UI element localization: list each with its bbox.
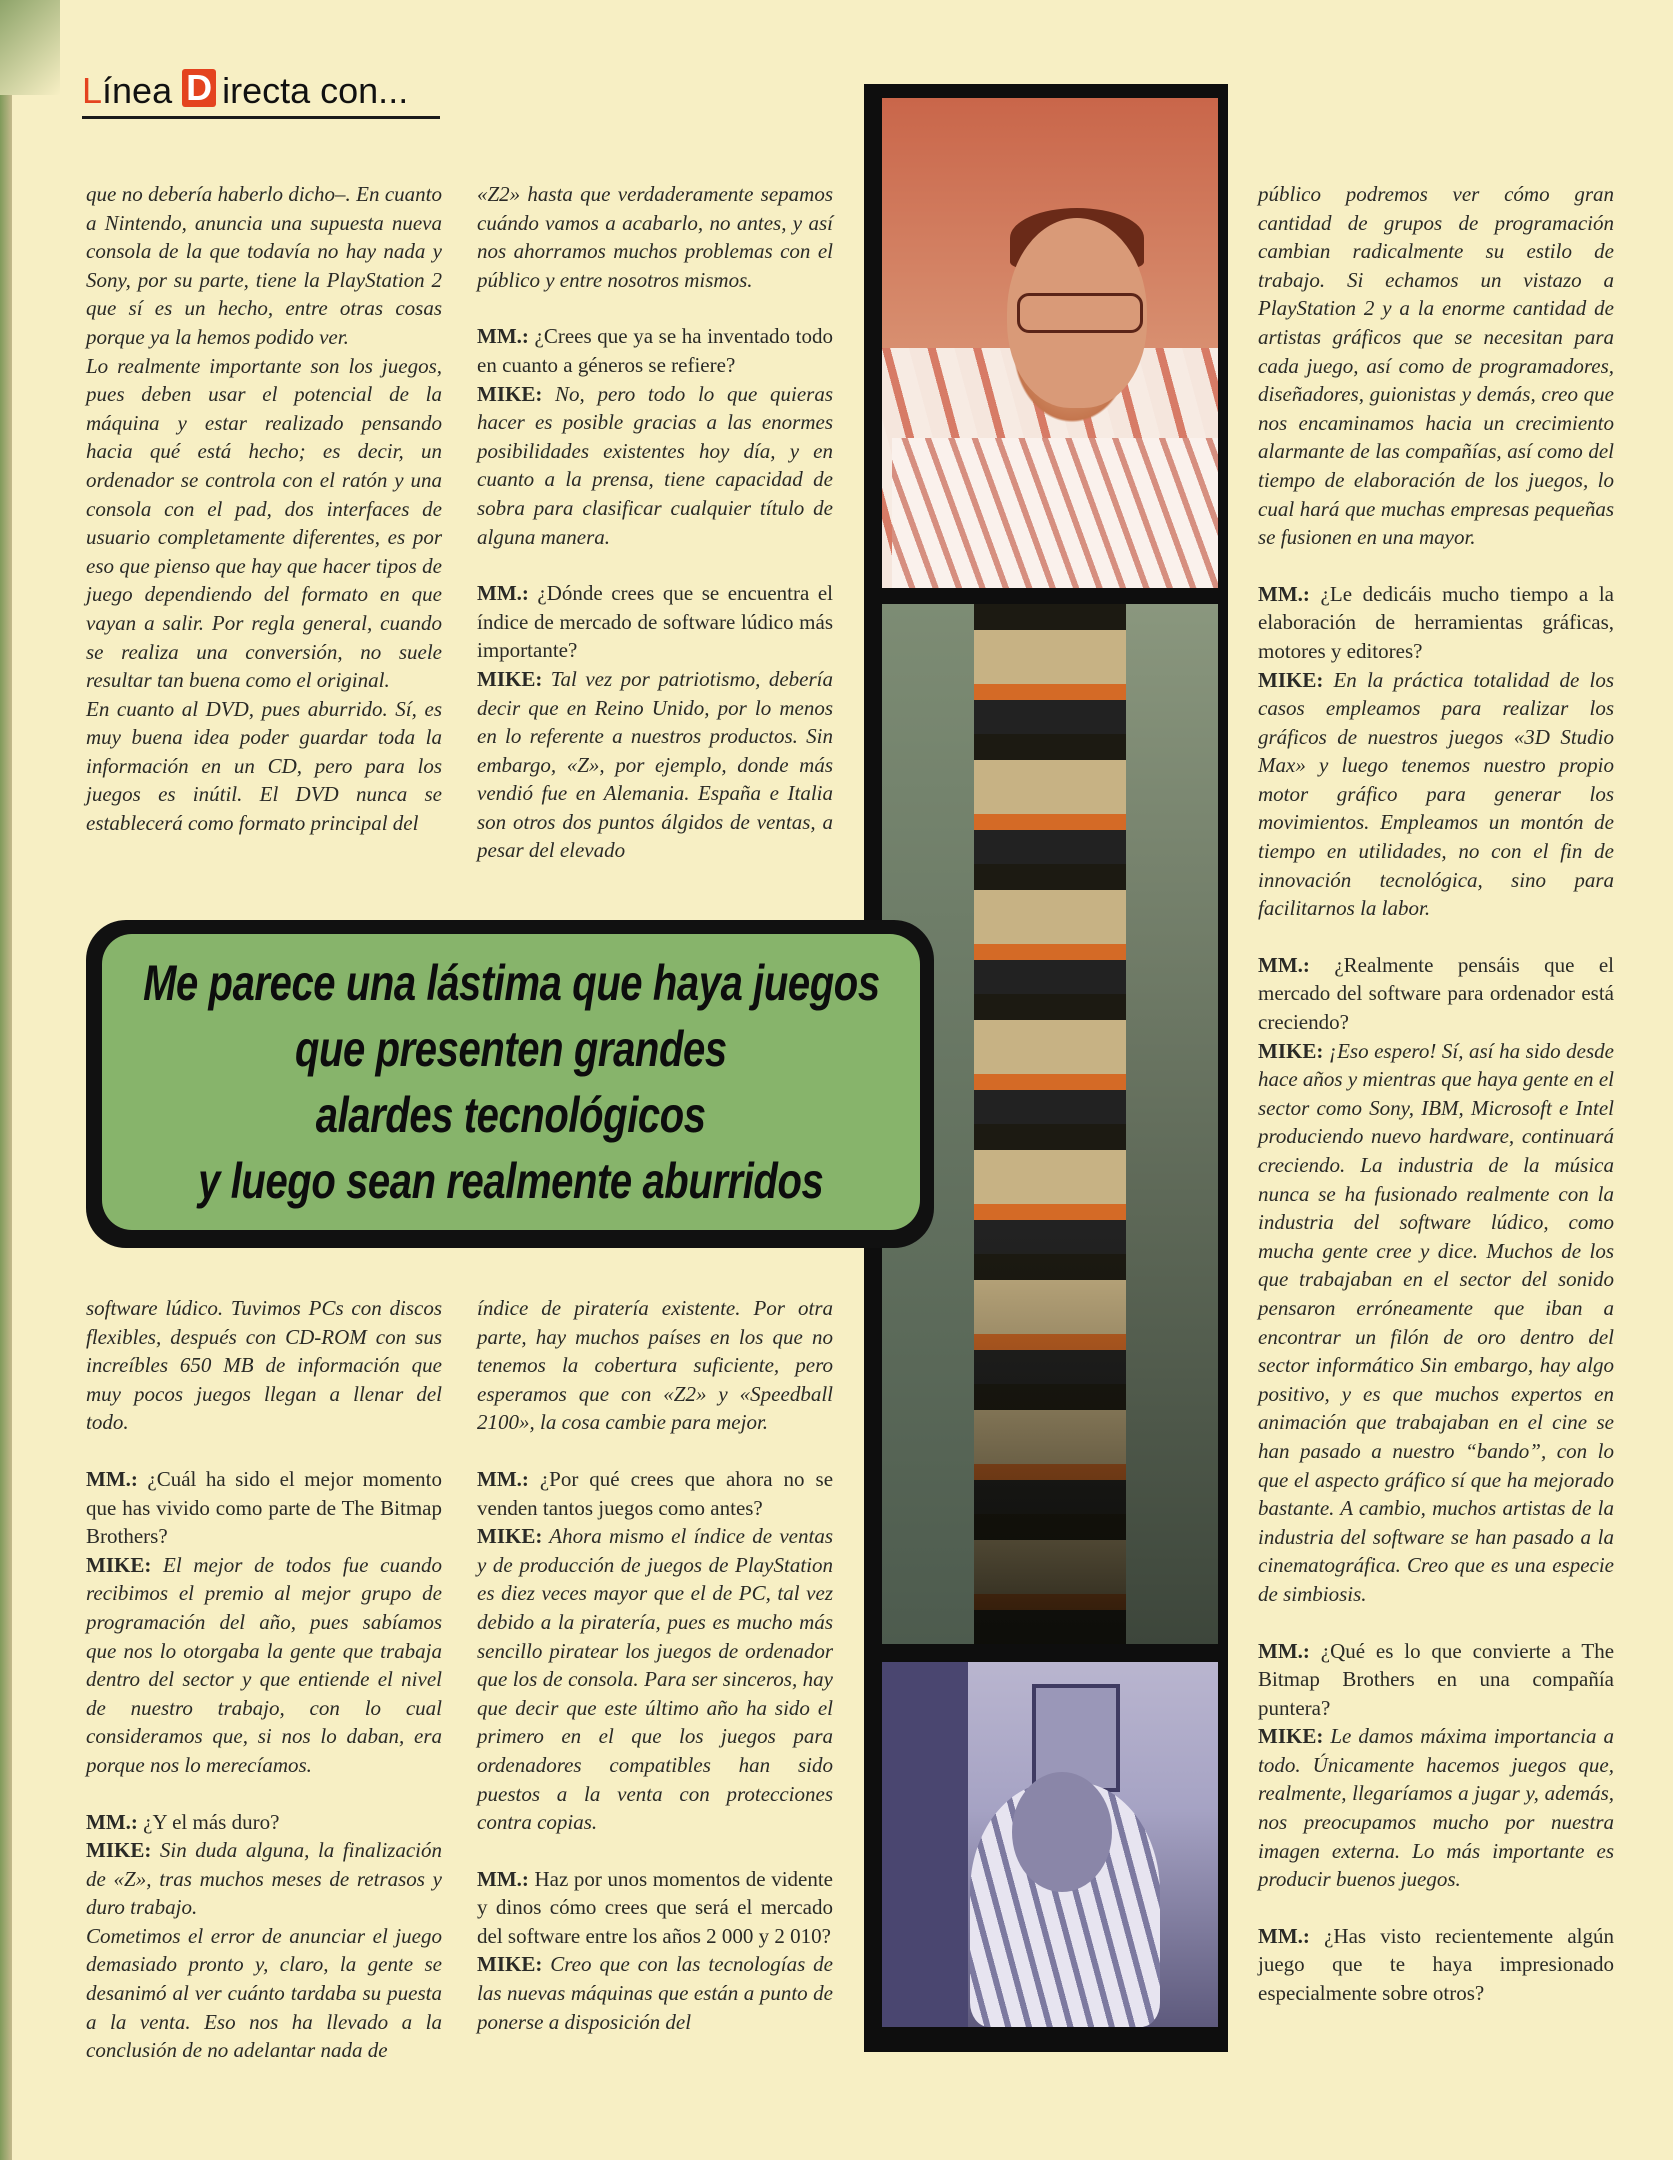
pull-quote-line: y luego sean realmente aburridos [198, 1153, 824, 1209]
question-text: ¿Has visto recientemente algún juego que te haya impresionado especialmente sobre otros? [1258, 1923, 1614, 2006]
question [1258, 1637, 1614, 1723]
question [477, 1465, 833, 1522]
column-1-top [86, 180, 442, 838]
header-badge: D [182, 69, 216, 107]
interviewer-label: MM.: [1258, 952, 1310, 977]
question-text: ¿Dónde crees que se encuentra el índice de mercado de software lúdico más importante? [477, 581, 833, 663]
paragraph: En cuanto al DVD, pues aburrido. Sí, es muy buena idea poder guardar toda la información en un CD, pero para los juegos es inútil. El DVD nunca se establecerá como formato principal del [86, 696, 442, 836]
answer-text: No, pero todo lo que quieras hacer es posible gracias a las enormes posibilidades existentes hoy día, y en cuanto a la prensa, tiene capacidad de sobra para clasificar cualquier título de alguna manera. [477, 381, 833, 549]
paragraph: «Z2» hasta que verdaderamente sepamos cuándo vamos a acabarlo, no antes, y así nos ahorramos muchos problemas con el público y entre nosotros mismos. [477, 182, 833, 292]
answer [1258, 1037, 1614, 1609]
answer-text: Creo que con las tecnologías de las nuevas máquinas que están a punto de ponerse a disposición del [477, 1952, 834, 2034]
question [1258, 951, 1614, 1037]
header-word: ínea [102, 70, 173, 111]
question [1258, 580, 1614, 666]
interviewer-label: MM.: [86, 1809, 138, 1834]
answer-text: ¡Eso espero! Sí, así ha sido desde hace años y mientras que haya gente en el sector como Sony, IBM, Microsoft e Intel produciendo nuevo hardware, continuará creciendo. La industria de la música nunca se ha fusionado realmente con la industria del software lúdico, como mucha gente cree y dice. Muchos de los que trabajaban en el sector del sonido pensaron erróneamente que iban a encontrar un filón de oro dentro del sector informático Sin embargo, hay algo positivo, y es que muchos expertos en animación que trabajaban en el cine se han pasado a nuestro “bando”, con lo que el aspecto gráfico sí que ha mejorado bastante. A cambio, muchos artistas de la industria del software se han pasado a la cinematográfica. Creo que es una especie de simbiosis. [1258, 1038, 1614, 1606]
interviewer-label: MM.: [1258, 1638, 1310, 1663]
interviewer-label: MM.: [1258, 1923, 1310, 1948]
pull-quote-line: alardes tecnológicos [316, 1087, 706, 1143]
answer-text: El mejor de todos fue cuando recibimos el premio al mejor grupo de programación del año, pues sabíamos que nos lo otorgaba la gente que trabaja dentro del sector y que entiende el nivel de nuestro trabajo, con lo cual consideramos que, si nos lo daban, era porque nos lo merecíamos. [86, 1552, 442, 1777]
answer [477, 665, 833, 865]
question-text: ¿Realmente pensáis que el mercado del software para ordenador está creciendo? [1258, 952, 1614, 1035]
interviewee-label: MIKE: [477, 1952, 543, 1977]
office-photo [882, 1662, 1218, 2027]
section-header [82, 66, 440, 119]
question-text: ¿Le dedicáis mucho tiempo a la elaboración de herramientas gráficas, motores y editores? [1258, 581, 1615, 663]
pull-quote-line: que presenten grandes [295, 1021, 727, 1077]
interviewee-label: MIKE: [86, 1838, 152, 1863]
answer [86, 1551, 442, 1780]
answer [86, 1836, 442, 1922]
answer-text: Ahora mismo el índice de ventas y de producción de juegos de PlayStation es diez veces mayor que el de PC, tal vez debido a la piratería, pues es mucho más sencillo piratear los juegos de ordenador que los de consola. Para ser sinceros, hay que decir que este último año ha sido el primero en el que los juegos para ordenadores compatibles han sido puestos a la venta con protecciones contra copias. [477, 1524, 833, 1835]
column-2-bottom [477, 1294, 833, 2036]
question-text: ¿Y el más duro? [143, 1809, 280, 1834]
question [1258, 1922, 1614, 2008]
paragraph: público podremos ver cómo gran cantidad de grupos de programación cambian radicalmente su estilo de trabajo. Si echamos un vistazo a PlayStation 2 y a la enorme cantidad de artistas gráficos que se necesitan para cada juego, así como de programadores, diseñadores, guionistas y demás, creo que nos encaminamos hacia un crecimiento alarmante de las compañías, así como del tiempo de elaboración de los juegos, lo cual hará que muchas empresas pequeñas se fusionen en una mayor. [1258, 182, 1614, 550]
column-2-top [477, 180, 833, 865]
question [477, 1865, 833, 1951]
page-edge [0, 0, 12, 2160]
interviewee-label: MIKE: [1258, 1038, 1324, 1063]
interviewer-label: MM.: [86, 1466, 138, 1491]
interviewee-label: MIKE: [1258, 667, 1324, 692]
pull-quote-box [86, 920, 934, 1248]
paragraph: Lo realmente importante son los juegos, pues deben usar el potencial de la máquina y estar realizado pensando hacia qué está hecho; es decir, un ordenador se controla con el ratón y una consola con el pad, dos interfaces de usuario completamente diferentes, es por eso que pienso que hay que hacer tipos de juego dependiendo del formato en que vayan a salir. Por regla general, cuando se realiza una conversión, no suele resultar tan buena como el original. [86, 353, 442, 693]
portrait-photo [882, 98, 1218, 588]
interviewer-label: MM.: [1258, 581, 1310, 606]
corner-decoration [0, 0, 60, 95]
interviewer-label: MM.: [477, 1866, 529, 1891]
column-3 [1258, 180, 1614, 2008]
interviewee-label: MIKE: [1258, 1724, 1324, 1749]
question [86, 1465, 442, 1551]
question [477, 579, 833, 665]
answer-text: Tal vez por patriotismo, debería decir que en Reino Unido, por lo menos en lo referente a nuestros productos. Sin embargo, «Z», por ejemplo, donde más vendió fue en Alemania. España e Italia son otros dos puntos álgidos de ventas, a pesar del elevado [477, 666, 833, 863]
interviewer-label: MM.: [477, 581, 529, 606]
question-text: ¿Qué es lo que convierte a The Bitmap Brothers en una compañía puntera? [1258, 1638, 1615, 1720]
header-initial: L [82, 70, 103, 111]
question-text: ¿Cuál ha sido el mejor momento que has vivido como parte de The Bitmap Brothers? [86, 1466, 443, 1549]
answer [1258, 1722, 1614, 1894]
question-text: ¿Por qué crees que ahora no se venden tantos juegos como antes? [477, 1466, 834, 1520]
interviewer-label: MM.: [477, 1466, 529, 1491]
column-1-bottom [86, 1294, 442, 2065]
question-text: ¿Crees que ya se ha inventado todo en cuanto a géneros se refiere? [477, 324, 833, 377]
header-suffix: irecta con... [222, 70, 409, 111]
interviewee-label: MIKE: [477, 1524, 543, 1549]
answer-text: Sin duda alguna, la finalización de «Z», tras muchos meses de retrasos y duro trabajo. [86, 1838, 443, 1920]
answer-text: Le damos máxima importancia a todo. Únicamente hacemos juegos que, realmente, llegaríamos a jugar y, además, nos preocupamos mucho por nuestra imagen externa. Lo más importante es producir buenos juegos. [1258, 1724, 1614, 1892]
interviewee-label: MIKE: [477, 381, 543, 406]
paragraph: Cometimos el error de anunciar el juego demasiado pronto y, claro, la gente se desanimó al ver cuánto tardaba su puesta a la venta. Eso nos ha llevado a la conclusión de no adelantar nada de [86, 1923, 442, 2063]
interviewer-label: MM.: [477, 324, 529, 349]
interviewee-label: MIKE: [86, 1552, 152, 1577]
answer [477, 1522, 833, 1837]
pull-quote-line: Me parece una lástima que haya juegos [142, 955, 880, 1011]
paragraph: que no debería haberlo dicho–. En cuanto a Nintendo, anuncia una supuesta nueva consola de la que todavía no hay nada y Sony, por su parte, tiene la PlayStation 2 que sí es un hecho, entre otras cosas porque ya la hemos podido ver. [86, 182, 442, 349]
answer [477, 1950, 833, 2036]
question [86, 1808, 442, 1837]
answer [1258, 666, 1614, 923]
question-text: Haz por unos momentos de vidente y dinos cómo crees que será el mercado del software entre los años 2 000 y 2 010? [477, 1866, 834, 1948]
question [477, 322, 833, 379]
answer [477, 380, 833, 552]
paragraph: índice de piratería existente. Por otra parte, hay muchos países en los que no tenemos la cobertura suficiente, pero esperamos que con «Z2» y «Speedball 2100», la cosa cambie para mejor. [477, 1296, 833, 1435]
answer-text: En la práctica totalidad de los casos empleamos para realizar los gráficos de nuestros juegos «3D Studio Max» y luego tenemos nuestro propio motor gráfico para generar los movimientos. Empleamos un montón de tiempo en utilidades, no con el fin de innovación tecnológica, sino para facilitarnos la labor. [1258, 667, 1615, 921]
paragraph: software lúdico. Tuvimos PCs con discos flexibles, después con CD-ROM con sus increíbles 650 MB de información que muy pocos juegos llegan a llenar del todo. [86, 1296, 442, 1435]
interviewee-label: MIKE: [477, 666, 543, 691]
